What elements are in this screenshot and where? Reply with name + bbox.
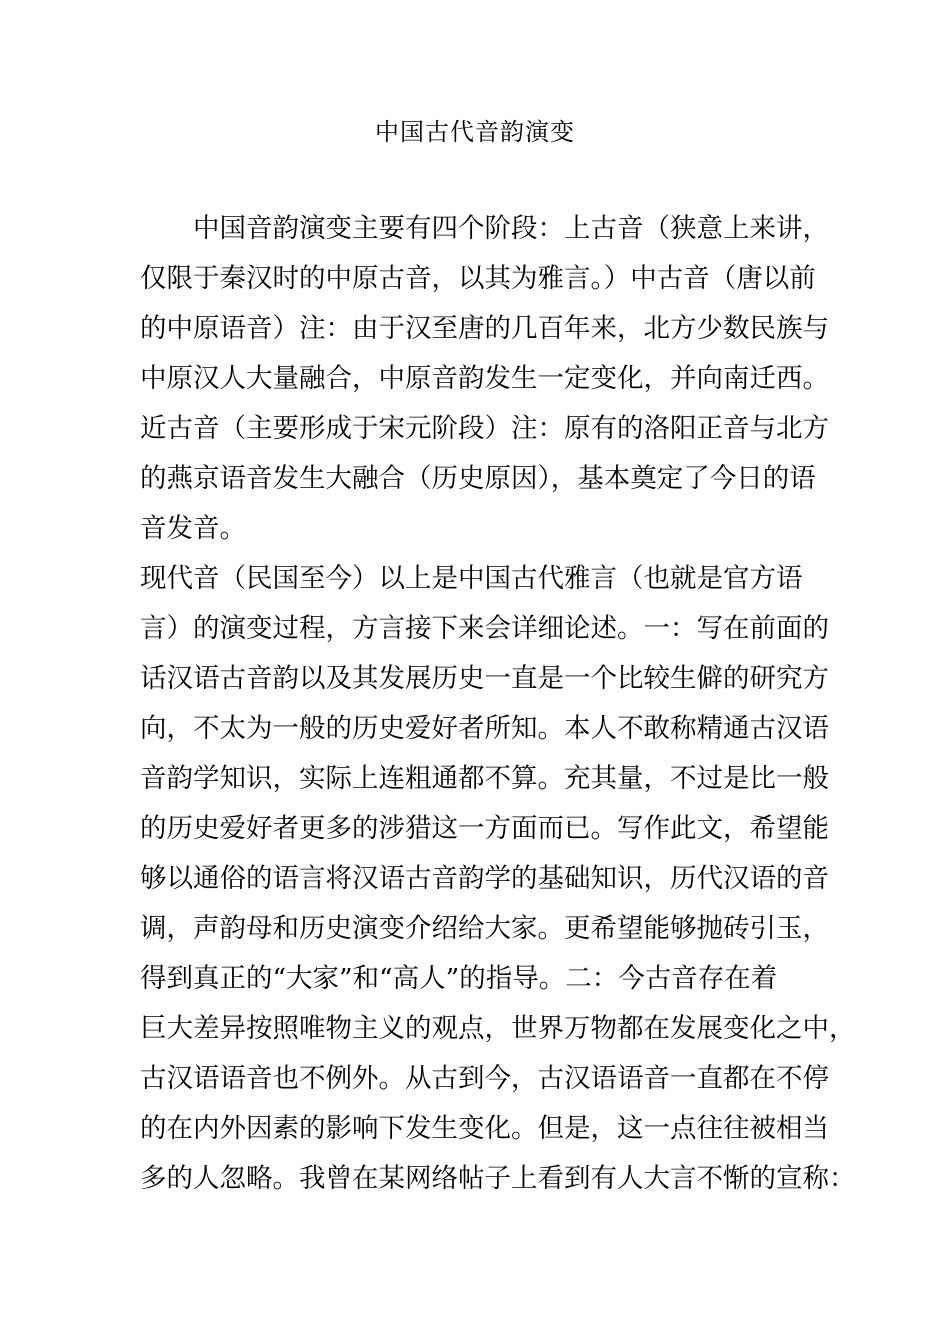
text-line: 够以通俗的语言将汉语古音韵学的基础知识，历代汉语的音 [140, 863, 829, 894]
text-line: 言）的演变过程，方言接下来会详细论述。一：写在前面的 [140, 613, 829, 644]
text-line: 音韵学知识，实际上连粗通都不算。充其量，不过是比一般 [140, 763, 829, 794]
text-line: 的在内外因素的影响下发生变化。但是，这一点往往被相当 [140, 1113, 829, 1144]
text-line: 的燕京语音发生大融合（历史原因），基本奠定了今日的语 [140, 463, 816, 494]
text-line: 仅限于秦汉时的中原古音，以其为雅言。）中古音（唐以前 [140, 263, 816, 294]
text-line: 巨大差异按照唯物主义的观点，世界万物都在发展变化之中， [140, 1013, 856, 1044]
text-line: 中原汉人大量融合，中原音韵发生一定变化，并向南迁西。 [140, 363, 829, 394]
text-line: 音发音。 [140, 513, 246, 544]
text-line: 的历史爱好者更多的涉猎这一方面而已。写作此文，希望能 [140, 813, 829, 844]
text-line: 话汉语古音韵以及其发展历史一直是一个比较生僻的研究方 [140, 663, 829, 694]
text-line: 古汉语语音也不例外。从古到今，古汉语语音一直都在不停 [140, 1063, 829, 1094]
text-line: 现代音（民国至今）以上是中国古代雅言（也就是官方语 [140, 563, 803, 594]
text-line: 中国音韵演变主要有四个阶段：上古音（狭意上来讲， [193, 213, 829, 244]
text-line: 向，不太为一般的历史爱好者所知。本人不敢称精通古汉语 [140, 713, 829, 744]
document-body [140, 204, 856, 1204]
text-line: 得到真正的“大家”和“高人”的指导。二：今古音存在着 [140, 963, 778, 994]
text-line: 多的人忽略。我曾在某网络帖子上看到有人大言不惭的宣称： [140, 1163, 856, 1194]
text-line: 调，声韵母和历史演变介绍给大家。更希望能够抛砖引玉， [140, 913, 829, 944]
document-title: 中国古代音韵演变 [375, 118, 575, 146]
text-line: 的中原语音）注：由于汉至唐的几百年来，北方少数民族与 [140, 313, 829, 344]
text-line: 近古音（主要形成于宋元阶段）注：原有的洛阳正音与北方 [140, 413, 829, 444]
